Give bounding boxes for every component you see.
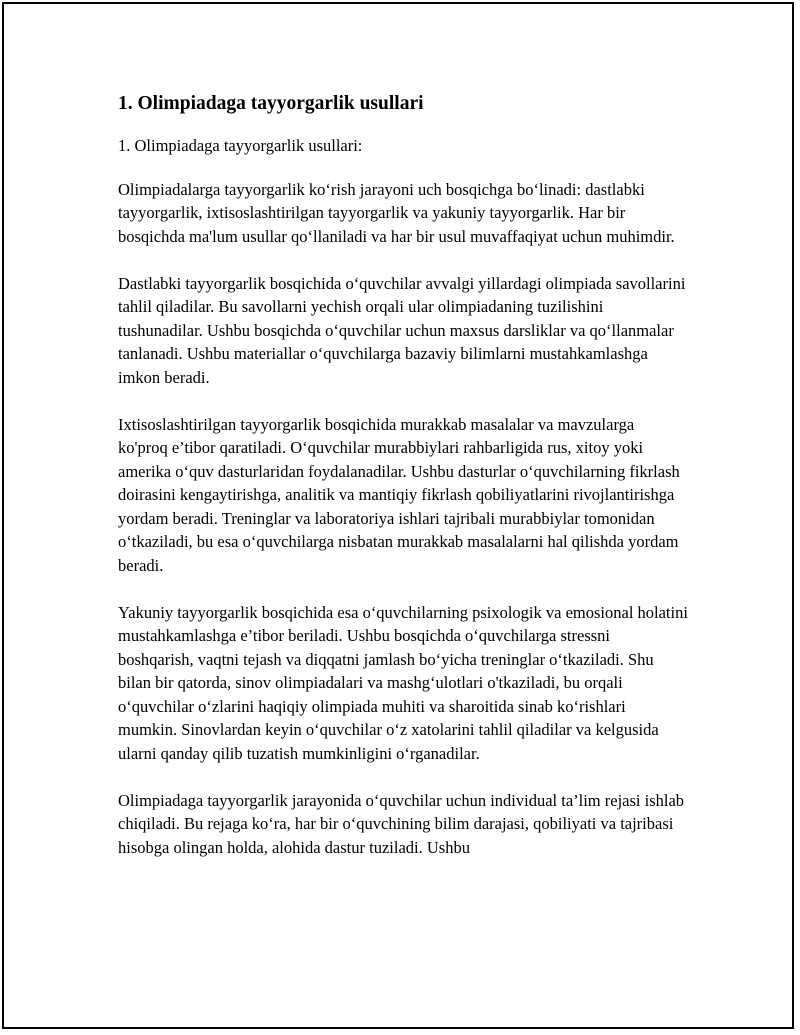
document-body (118, 90, 688, 883)
section-subheading: 1. Olimpiadaga tayyorgarlik usullari: (118, 136, 363, 155)
paragraph-stages-overview: Olimpiadalarga tayyorgarlik ko‘rish jarayoni uch bosqichga bo‘linadi: dastlabki tayyorgarlik, ixtisoslashtirilgan tayyorgarlik va yakuniy tayyorgarlik. Har bir bosqichda ma'lum usullar qo‘llaniladi va har bir usul muvaffaqiyat uchun muhimdir. (118, 179, 675, 246)
paragraph-individual-plan: Olimpiadaga tayyorgarlik jarayonida o‘quvchilar uchun individual ta’lim rejasi ishlab chiqiladi. Bu rejaga ko‘ra, har bir o‘quvchining bilim darajasi, qobiliyati va tajribasi hisobga olingan holda, alohida dastur tuziladi. Ushbu (118, 790, 685, 857)
paragraph-final-preparation: Yakuniy tayyorgarlik bosqichida esa o‘quvchilarning psixologik va emosional holatini mustahkamlashga e’tibor beriladi. Ushbu bosqichda o‘quvchilarga stressni boshqarish, vaqtni tejash va diqqatni jamlash bo‘yicha treninglar o‘tkaziladi. Shu bilan bir qatorda, sinov olimpiadalari va mashg‘ulotlari o'tkaziladi, bu orqali o‘quvchilar o‘zlarini haqiqiy olimpiada muhiti va sharoitida sinab ko‘rishlari mumkin. Sinovlardan keyin o‘quvchilar o‘z xatolarini tahlil qiladilar va kelgusida ularni qanday qilib tuzatish mumkinligini o‘rganadilar. (118, 602, 688, 763)
paragraph-specialized-preparation: Ixtisoslashtirilgan tayyorgarlik bosqichida murakkab masalalar va mavzularga ko'proq e’tibor qaratiladi. O‘quvchilar murabbiylari rahbarligida rus, xitoy yoki amerika o‘quv dasturlaridan foydalanadilar. Ushbu dasturlar o‘quvchilarning fikrlash doirasini kengaytirishga, analitik va mantiqiy fikrlash qobiliyatlarini rivojlantirishga yordam beradi. Treninglar va laboratoriya ishlari tajribali murabbiylar tomonidan o‘tkaziladi, bu esa o‘quvchilarga nisbatan murakkab masalalarni hal qilishda yordam beradi. (118, 414, 680, 575)
paragraph-initial-preparation: Dastlabki tayyorgarlik bosqichida o‘quvchilar avvalgi yillardagi olimpiada savollarini tahlil qiladilar. Bu savollarni yechish orqali ular olimpiadaning tuzilishini tushunadilar. Ushbu bosqichda o‘quvchilar uchun maxsus darsliklar va qo‘llanmalar tanlanadi. Ushbu materiallar o‘quvchilarga bazaviy bilimlarni mustahkamlashga imkon beradi. (118, 273, 686, 387)
document-heading: 1. Olimpiadaga tayyorgarlik usullari (118, 93, 424, 114)
